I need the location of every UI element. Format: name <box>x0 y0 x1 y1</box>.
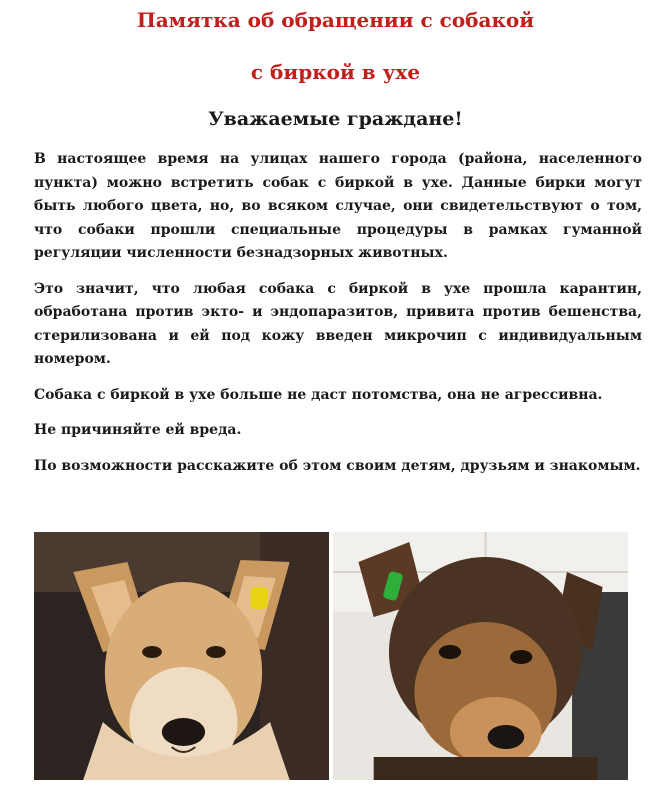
title-line-1: Памятка об обращении с собакой <box>136 8 535 32</box>
ear-tag-yellow <box>250 587 268 609</box>
title-line-2: с биркой в ухе <box>250 60 421 84</box>
paragraph-no-offspring: Собака с биркой в ухе больше не даст потомства, она не агрессивна. <box>34 386 603 403</box>
dog-photos <box>34 532 628 780</box>
dog-photo-yellow-tag <box>34 532 329 780</box>
paragraph-procedures: Это значит, что любая собака с биркой в ухе прошла карантин, обработана против экто- и эндопаразитов, привита против бешенства, стерилизована и ей под кожу введен микрочип с индивидуальным номером. <box>34 280 642 367</box>
paragraph-intro: В настоящее время на улицах нашего города (района, населенного пункта) можно встретить собак с биркой в ухе. Данные бирки могут быть любого цвета, но, во всяком случае, они свидетельствуют о том, что собаки прошли специальные процедуры в рамках гуманной регуляции численности безнадзорных животных. <box>34 151 642 261</box>
dog-photo-green-tag <box>333 532 628 780</box>
greeting: Уважаемые граждане! <box>208 108 463 130</box>
memo-body <box>34 148 642 490</box>
paragraph-no-harm: Не причиняйте ей вреда. <box>34 422 242 438</box>
paragraph-tell-others: По возможности расскажите об этом своим детям, друзьям и знакомым. <box>34 457 641 474</box>
